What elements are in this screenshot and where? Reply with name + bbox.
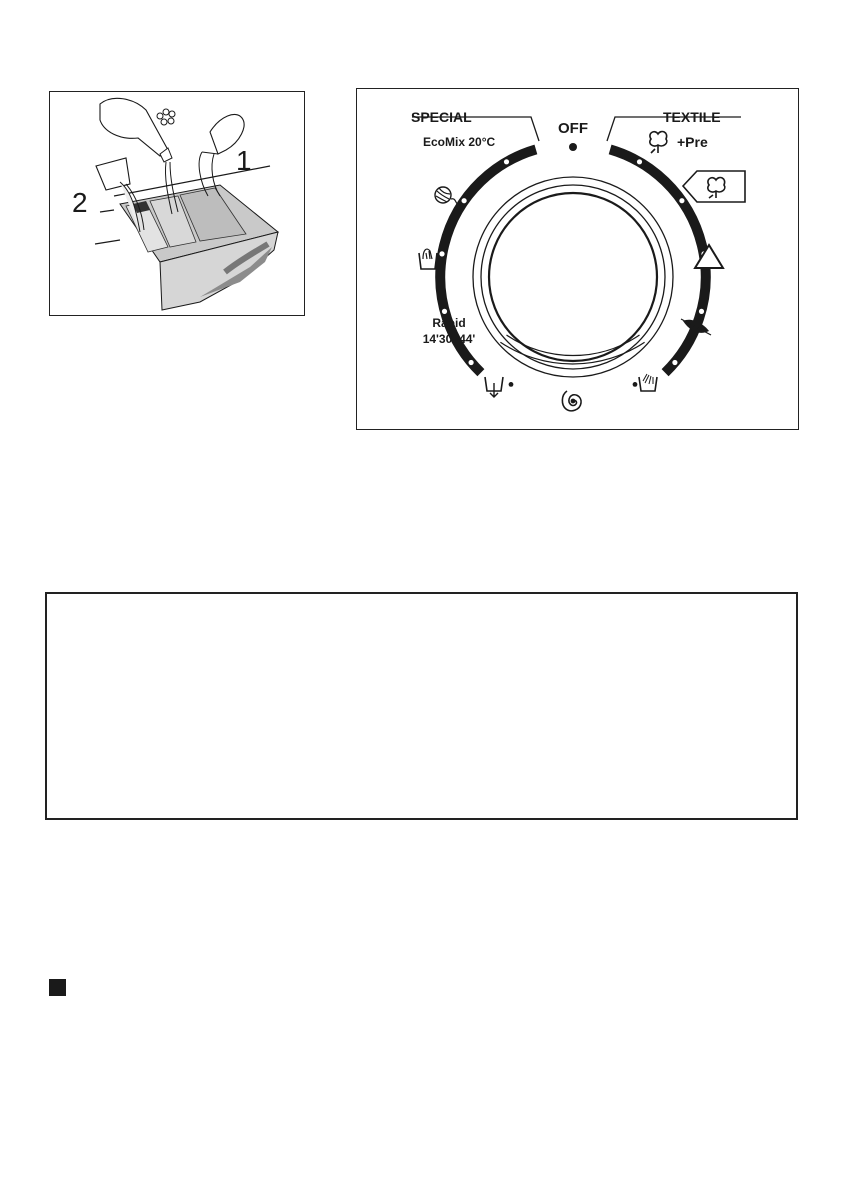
textile-position-dot — [672, 360, 677, 365]
special-position-dot — [469, 360, 474, 365]
bottom-arc-inner — [507, 335, 640, 356]
textile-position-dot — [679, 198, 684, 203]
ecomix-label: EcoMix 20°C — [423, 135, 496, 149]
dial-knob[interactable] — [489, 193, 657, 361]
cotton-prewash-icon — [650, 132, 667, 153]
bottom-position-dot — [633, 382, 638, 387]
dispenser-illustration — [49, 91, 305, 316]
textile-position-dot — [637, 159, 642, 164]
dispenser-drawing — [50, 92, 305, 316]
program-dial — [357, 89, 799, 430]
program-dial-panel — [356, 88, 799, 430]
special-position-dot — [462, 198, 467, 203]
dial-outer-ring — [473, 177, 673, 377]
rapid-time-label: 14'30'-44' — [422, 332, 476, 346]
bottom-position-dot — [509, 382, 514, 387]
off-dot-icon — [569, 143, 577, 151]
callout-1: 1 — [236, 145, 252, 176]
note-box — [45, 592, 798, 820]
rinse-shower-icon[interactable] — [639, 374, 657, 391]
special-position-dot — [442, 309, 447, 314]
rapid-label: Rapid — [432, 316, 466, 330]
dispenser-drawer-icon — [120, 185, 278, 310]
dial-middle-ring — [481, 185, 665, 369]
softener-flower-icon — [157, 109, 175, 125]
textile-position-dot — [699, 309, 704, 314]
special-position-dot — [504, 159, 509, 164]
textile-group-label: TEXTILE — [663, 109, 721, 125]
section-bullet — [49, 979, 66, 996]
cotton-pre-label: +Pre — [677, 134, 708, 150]
special-group-label: SPECIAL — [411, 109, 472, 125]
handwash-icon[interactable] — [419, 249, 437, 269]
drain-icon[interactable] — [485, 377, 503, 397]
special-position-dot — [439, 251, 444, 256]
off-label: OFF — [558, 120, 588, 137]
callout-2: 2 — [72, 187, 88, 218]
cotton-tag-icon[interactable] — [683, 171, 745, 202]
